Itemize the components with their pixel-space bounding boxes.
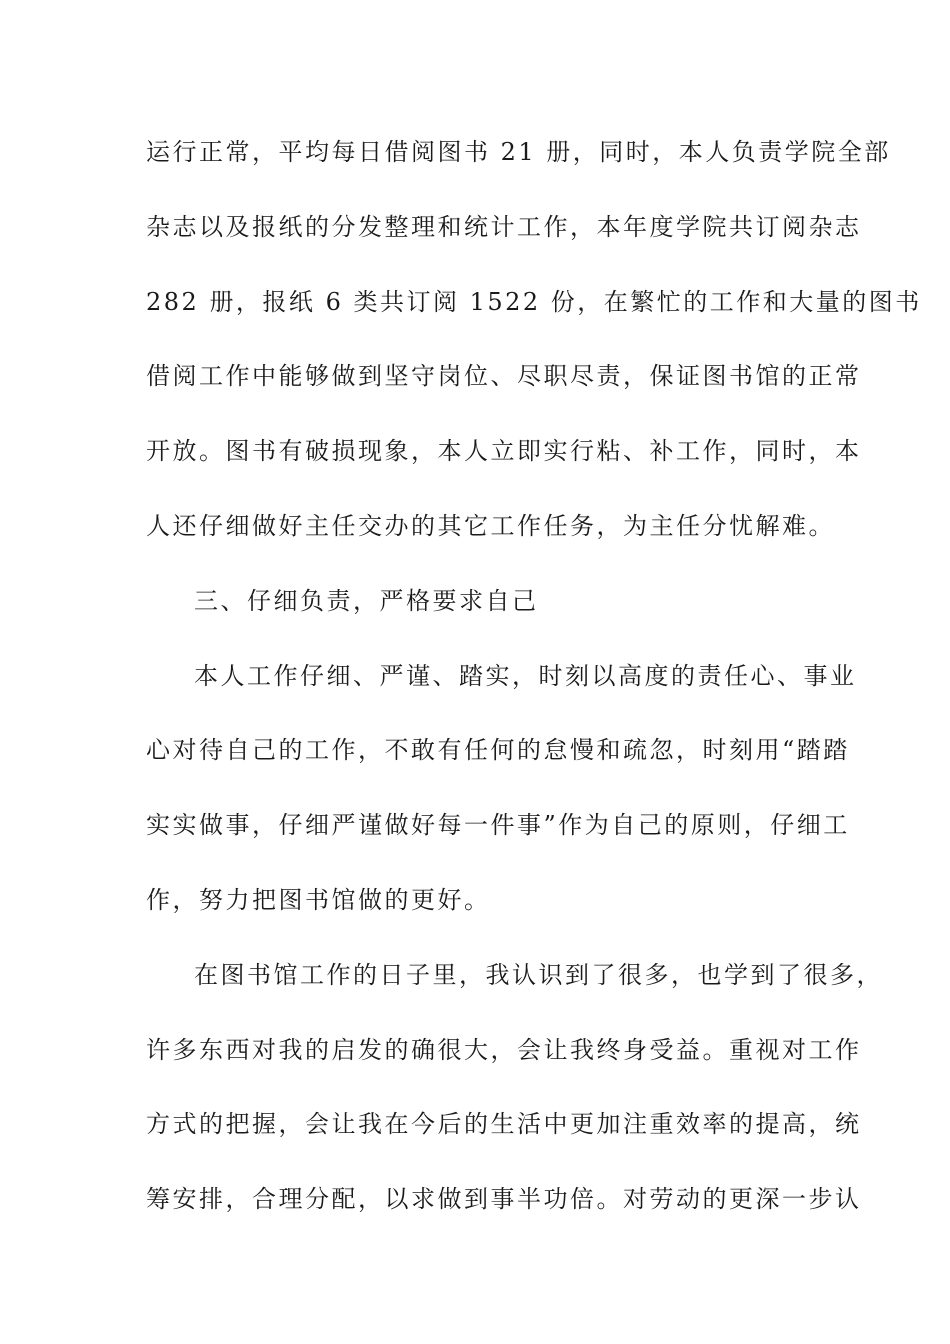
text-line: 筹安排，合理分配，以求做到事半功倍。对劳动的更深一步认 <box>146 1185 862 1214</box>
text-line: 人还仔细做好主任交办的其它工作任务，为主任分忧解难。 <box>146 511 835 540</box>
text-line: 运行正常，平均每日借阅图书 21 册，同时，本人负责学院全部 <box>146 138 891 166</box>
text-line: 实实做事，仔细严谨做好每一件事”作为自己的原则，仔细工 <box>146 811 850 840</box>
text-line: 方式的把握，会让我在今后的生活中更加注重效率的提高，统 <box>146 1110 862 1139</box>
text-line: 杂志以及报纸的分发整理和统计工作，本年度学院共订阅杂志 <box>146 212 862 241</box>
text-line: 在图书馆工作的日子里，我认识到了很多，也学到了很多， <box>194 960 883 989</box>
text-line: 心对待自己的工作，不敢有任何的怠慢和疏忽，时刻用“踏踏 <box>146 736 850 765</box>
body-text <box>146 128 922 1250</box>
section-heading: 三、仔细负责，严格要求自己 <box>194 586 539 615</box>
text-line: 本人工作仔细、严谨、踏实，时刻以高度的责任心、事业 <box>194 661 857 690</box>
text-line: 282 册，报纸 6 类共订阅 1522 份，在繁忙的工作和大量的图书 <box>146 287 922 316</box>
text-line: 借阅工作中能够做到坚守岗位、尽职尽责，保证图书馆的正常 <box>146 362 862 391</box>
text-line: 开放。图书有破损现象，本人立即实行粘、补工作，同时，本 <box>146 437 862 466</box>
text-line: 许多东西对我的启发的确很大，会让我终身受益。重视对工作 <box>146 1035 862 1064</box>
text-line: 作，努力把图书馆做的更好。 <box>146 885 491 914</box>
